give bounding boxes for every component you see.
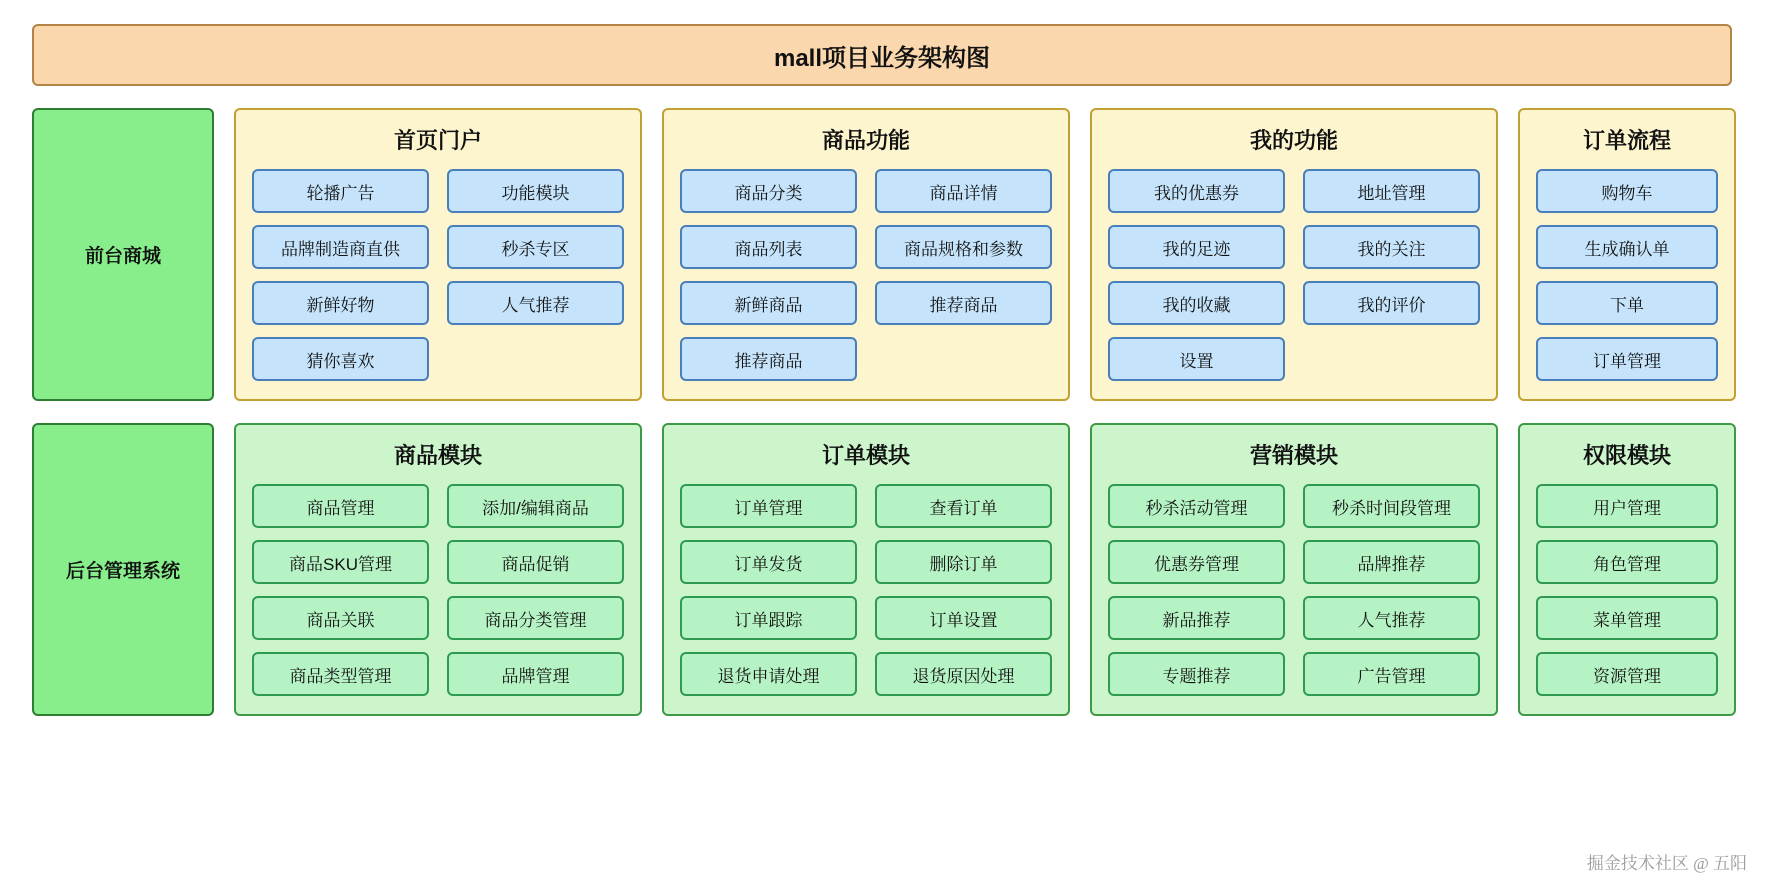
list-item[interactable]: 我的收藏 xyxy=(1108,281,1285,325)
diagram-row-backend xyxy=(32,423,1732,716)
list-item[interactable]: 地址管理 xyxy=(1303,169,1480,213)
list-item[interactable]: 订单管理 xyxy=(680,484,857,528)
list-item[interactable]: 商品规格和参数 xyxy=(875,225,1052,269)
list-item[interactable]: 角色管理 xyxy=(1536,540,1718,584)
row-label-frontend: 前台商城 xyxy=(32,108,214,401)
list-item[interactable]: 订单管理 xyxy=(1536,337,1718,381)
diagram-title: mall项目业务架构图 xyxy=(32,24,1732,86)
list-item[interactable]: 商品详情 xyxy=(875,169,1052,213)
list-item[interactable]: 用户管理 xyxy=(1536,484,1718,528)
group-marketing-module xyxy=(1090,423,1498,716)
list-item[interactable]: 品牌推荐 xyxy=(1303,540,1480,584)
list-item[interactable]: 我的关注 xyxy=(1303,225,1480,269)
group-order-flow xyxy=(1518,108,1736,401)
list-item[interactable]: 新鲜商品 xyxy=(680,281,857,325)
list-item[interactable]: 购物车 xyxy=(1536,169,1718,213)
row-label-backend: 后台管理系统 xyxy=(32,423,214,716)
group-items xyxy=(252,484,624,696)
list-item[interactable]: 秒杀活动管理 xyxy=(1108,484,1285,528)
list-item[interactable]: 秒杀时间段管理 xyxy=(1303,484,1480,528)
group-title: 首页门户 xyxy=(393,128,482,153)
diagram-row-frontend xyxy=(32,108,1732,401)
list-item[interactable]: 订单设置 xyxy=(875,596,1052,640)
group-items xyxy=(1108,169,1480,381)
architecture-diagram xyxy=(32,24,1732,716)
list-item[interactable]: 秒杀专区 xyxy=(447,225,624,269)
group-product-features xyxy=(662,108,1070,401)
list-item[interactable]: 订单发货 xyxy=(680,540,857,584)
list-item[interactable]: 生成确认单 xyxy=(1536,225,1718,269)
list-item[interactable]: 商品促销 xyxy=(447,540,624,584)
list-item[interactable]: 品牌管理 xyxy=(447,652,624,696)
group-title: 我的功能 xyxy=(1249,128,1338,153)
list-item[interactable]: 品牌制造商直供 xyxy=(252,225,429,269)
group-items xyxy=(680,169,1052,381)
list-item[interactable]: 人气推荐 xyxy=(1303,596,1480,640)
list-item[interactable]: 查看订单 xyxy=(875,484,1052,528)
list-item[interactable]: 广告管理 xyxy=(1303,652,1480,696)
watermark: 掘金技术社区 @ 五阳 xyxy=(1586,854,1747,873)
list-item[interactable]: 退货申请处理 xyxy=(680,652,857,696)
group-items xyxy=(1536,169,1718,381)
list-item[interactable]: 添加/编辑商品 xyxy=(447,484,624,528)
list-item[interactable]: 轮播广告 xyxy=(252,169,429,213)
list-item[interactable]: 人气推荐 xyxy=(447,281,624,325)
list-item[interactable]: 推荐商品 xyxy=(680,337,857,381)
list-item[interactable]: 推荐商品 xyxy=(875,281,1052,325)
list-item[interactable]: 功能模块 xyxy=(447,169,624,213)
group-items xyxy=(680,484,1052,696)
list-item[interactable]: 商品SKU管理 xyxy=(252,540,429,584)
group-product-module xyxy=(234,423,642,716)
list-item[interactable]: 我的评价 xyxy=(1303,281,1480,325)
group-order-module xyxy=(662,423,1070,716)
list-item[interactable]: 我的优惠券 xyxy=(1108,169,1285,213)
list-item[interactable]: 商品分类管理 xyxy=(447,596,624,640)
list-item[interactable]: 商品类型管理 xyxy=(252,652,429,696)
list-item[interactable]: 商品管理 xyxy=(252,484,429,528)
list-item[interactable]: 优惠券管理 xyxy=(1108,540,1285,584)
list-item[interactable]: 专题推荐 xyxy=(1108,652,1285,696)
group-container-frontend xyxy=(234,108,1736,401)
list-item[interactable]: 商品列表 xyxy=(680,225,857,269)
list-item[interactable]: 商品关联 xyxy=(252,596,429,640)
list-item[interactable]: 新鲜好物 xyxy=(252,281,429,325)
group-my-features xyxy=(1090,108,1498,401)
group-title: 权限模块 xyxy=(1582,443,1671,468)
list-item[interactable]: 资源管理 xyxy=(1536,652,1718,696)
list-item[interactable]: 退货原因处理 xyxy=(875,652,1052,696)
group-title: 商品模块 xyxy=(393,443,482,468)
group-title: 订单模块 xyxy=(821,443,910,468)
group-title: 营销模块 xyxy=(1249,443,1338,468)
list-item[interactable]: 下单 xyxy=(1536,281,1718,325)
group-items xyxy=(1536,484,1718,696)
group-items xyxy=(1108,484,1480,696)
list-item[interactable]: 菜单管理 xyxy=(1536,596,1718,640)
list-item[interactable]: 设置 xyxy=(1108,337,1285,381)
group-title: 商品功能 xyxy=(821,128,910,153)
list-item[interactable]: 猜你喜欢 xyxy=(252,337,429,381)
group-homepage-portal xyxy=(234,108,642,401)
list-item[interactable]: 订单跟踪 xyxy=(680,596,857,640)
group-container-backend xyxy=(234,423,1736,716)
group-permission-module xyxy=(1518,423,1736,716)
list-item[interactable]: 新品推荐 xyxy=(1108,596,1285,640)
list-item[interactable]: 商品分类 xyxy=(680,169,857,213)
group-title: 订单流程 xyxy=(1582,128,1671,153)
list-item[interactable]: 删除订单 xyxy=(875,540,1052,584)
group-items xyxy=(252,169,624,381)
list-item[interactable]: 我的足迹 xyxy=(1108,225,1285,269)
